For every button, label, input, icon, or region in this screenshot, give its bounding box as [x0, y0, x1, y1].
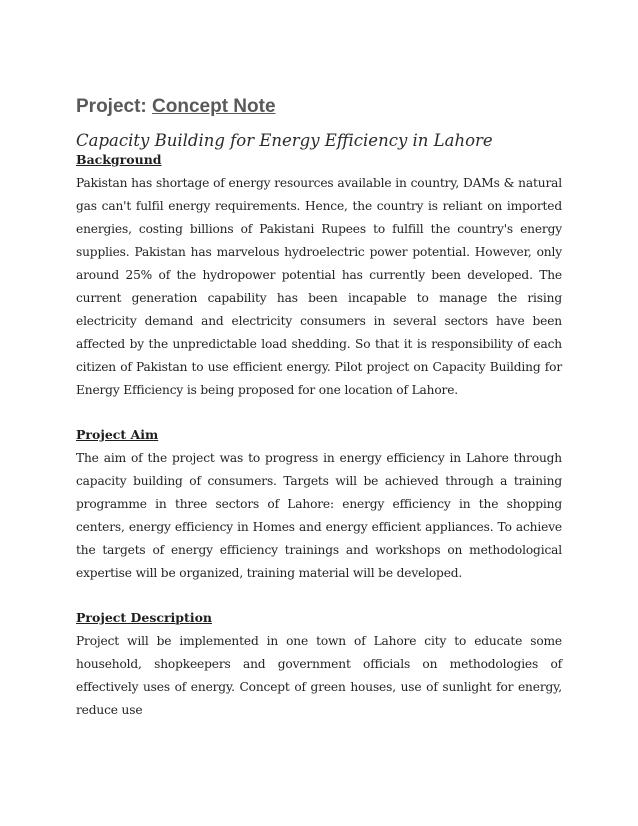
- document-content: [76, 96, 562, 722]
- section-heading-background: Background: [76, 152, 162, 167]
- section-body-project-description: Project will be implemented in one town of Lahore city to educate some household, shopkeepers and government officials on methodologies of effectively uses of energy. Concept of green houses, use of sunlight for energy, reduce use: [76, 634, 562, 717]
- section-heading-project-aim: Project Aim: [76, 427, 159, 442]
- section-heading-project-description: Project Description: [76, 610, 212, 625]
- title-prefix: Project:: [76, 96, 153, 117]
- section-background: [76, 152, 562, 402]
- section-body-project-aim: The aim of the project was to progress in energy efficiency in Lahore through capacity building of consumers. Targets will be achieved through a training programme in three sectors of Lahore: energy efficiency in the shopping centers, energy efficiency in Homes and energy efficient appliances. To achieve the targets of energy efficiency trainings and workshops on methodological expertise will be organized, training material will be developed.: [76, 451, 562, 580]
- page-title: [76, 96, 562, 118]
- section-project-aim: [76, 427, 562, 585]
- section-project-description: [76, 610, 562, 722]
- title-main: Concept Note: [152, 96, 276, 117]
- page-subtitle: Capacity Building for Energy Efficiency in Lahore: [76, 131, 493, 150]
- section-body-background: Pakistan has shortage of energy resources available in country, DAMs & natural gas can't fulfil energy requirements. Hence, the country is reliant on imported energies, costing billions of Pakistani Rupees to fulfill the country's energy supplies. Pakistan has marvelous hydroelectric power potential. However, only around 25% of the hydropower potential has currently been developed. The current generation capability has been incapable to manage the rising electricity demand and electricity consumers in several sectors have been affected by the unpredictable load shedding. So that it is responsibility of each citizen of Pakistan to use efficient energy. Pilot project on Capacity Building for Energy Efficiency is being proposed for one location of Lahore.: [76, 176, 562, 397]
